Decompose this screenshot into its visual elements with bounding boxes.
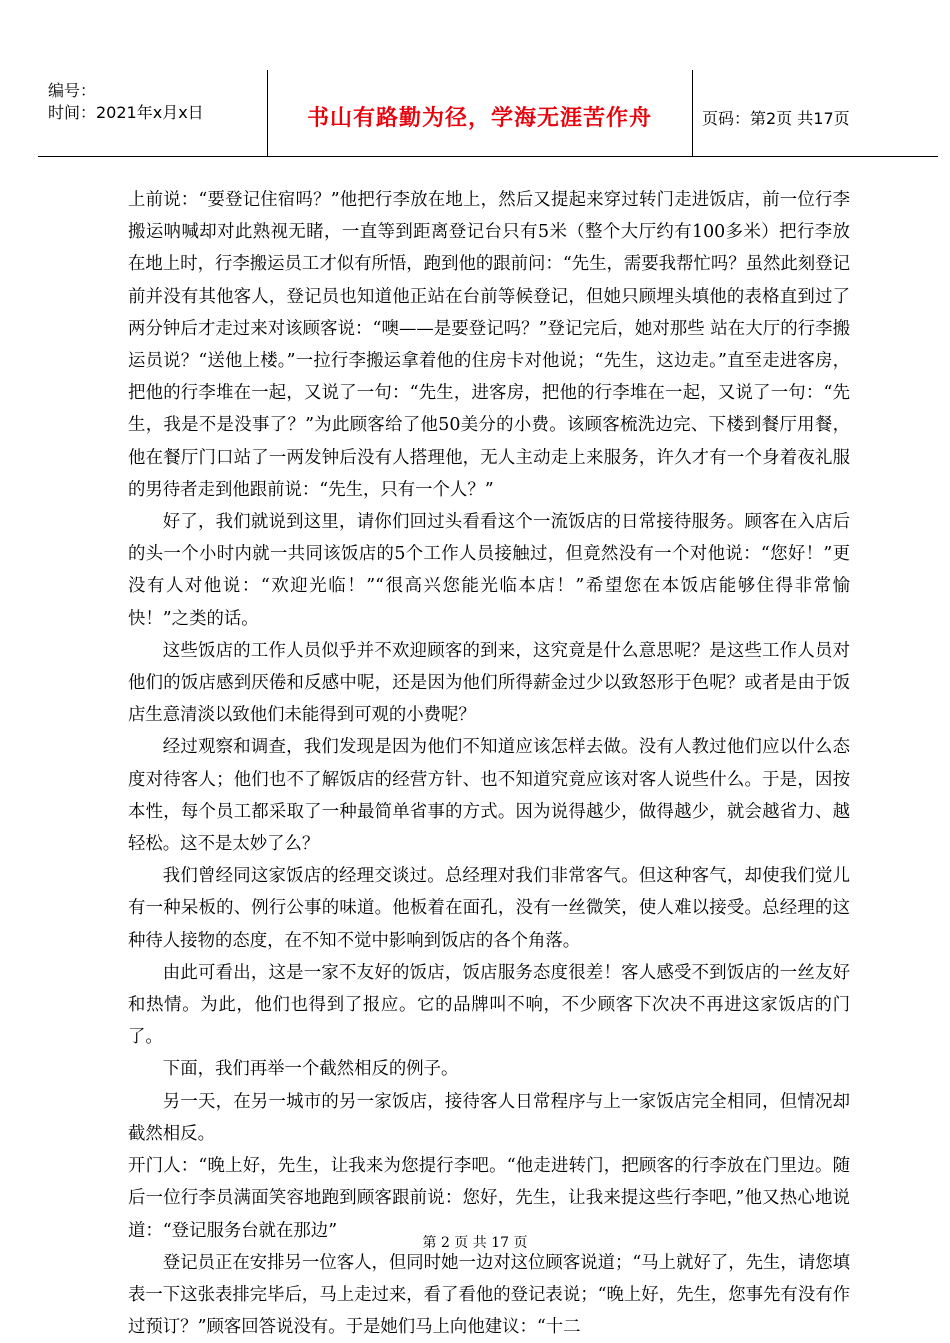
body-paragraph: 另一天，在另一城市的另一家饭店，接待客人日常程序与上一家饭店完全相同，但情况却截然相反。	[128, 1091, 850, 1144]
page-footer: 第 2 页 共 17 页	[422, 1235, 528, 1251]
body-paragraph: 这些饭店的工作人员似乎并不欢迎顾客的到来，这究竟是什么意思呢？是这些工作人员对他们的饭店感到厌倦和反感中呢，还是因为他们所得薪金过少以致怒形于色呢？或者是由于饭店生意清淡以致他们未能得到可观的小费呢？	[128, 640, 850, 726]
body-paragraph: 登记员正在安排另一位客人，但同时她一边对这位顾客说道；“马上就好了，先生，请您填表一下这张表排完毕后，马上走过来，看了看他的登记表说；“晚上好，先生，您事先有没有作过预订？”顾客回答说没有。于是她们马上向他建议：“十二	[128, 1252, 850, 1338]
document-number-label: 编号：	[48, 81, 97, 100]
header-motto: 书山有路勤为径，学海无涯苦作舟	[306, 106, 652, 131]
body-paragraph: 下面，我们再举一个截然相反的例子。	[162, 1059, 459, 1080]
page-header	[38, 70, 938, 157]
body-paragraph: 上前说：“要登记住宿吗？”他把行李放在地上，然后又提起来穿过转门走进饭店，前一位行李搬运呐喊却对此熟视无睹，一直等到距离登记台只有5米（整个大厅约有100多米）把行李放在地上时，行李搬运员工才似有所悟，跑到他的跟前问：“先生，需要我帮忙吗？虽然此刻登记前并没有其他客人，登记员也知道他正站在台前等候登记，但她只顾埋头填他的表格直到过了两分钟后才走过来对该顾客说：“噢——是要登记吗？”登记完后，她对那些 站在大厅的行李搬运员说？“送他上楼。”一拉行李搬运拿着他的住房卡对他说；“先生，这边走。”直至走进客房，把他的行李堆在一起，又说了一句：“先生，进客房，把他的行李堆在一起，又说了一句：“先生，我是不是没事了？”为此顾客给了他50美分的小费。该顾客梳洗边完、下楼到餐厅用餐，他在餐厅门口站了一两发钟后没有人搭理他，无人主动走上来服务，许久才有一个身着夜礼服的男待者走到他跟前说：“先生，只有一个人？”	[128, 190, 850, 500]
document-date-label: 时间：2021年x月x日	[48, 103, 204, 122]
document-body	[128, 184, 850, 1343]
body-paragraph: 由此可看出，这是一家不友好的饭店，饭店服务态度很差！客人感受不到饭店的一丝友好和热情。为此，他们也得到了报应。它的品牌叫不响，不少顾客下次决不再进这家饭店的门了。	[128, 962, 850, 1048]
header-divider-right	[692, 70, 693, 156]
body-paragraph: 经过观察和调查，我们发现是因为他们不知道应该怎样去做。没有人教过他们应以什么态度对待客人；他们也不了解饭店的经营方针、也不知道究竟应该对客人说些什么。于是，因按本性，每个员工都采取了一种最简单省事的方式。因为说得越少，做得越少，就会越省力、越轻松。这不是太妙了么？	[128, 737, 850, 855]
header-page-info: 页码：第2页 共17页	[702, 109, 850, 128]
body-paragraph: 好了，我们就说到这里，请你们回过头看看这个一流饭店的日常接待服务。顾客在入店后的头一个小时内就一共同该饭店的5个工作人员接触过，但竟然没有一个对他说：“您好！”更没有人对他说：“欢迎光临！”“很高兴您能光临本店！”希望您在本饭店能够住得非常愉快！”之类的话。	[128, 512, 850, 629]
body-paragraph: 我们曾经同这家饭店的经理交谈过。总经理对我们非常客气。但这种客气，却使我们觉儿有一种呆板的、例行公事的味道。他板着在面孔，没有一丝微笑，使人难以接受。总经理的这种待人接物的态度，在不知不觉中影响到饭店的各个角落。	[128, 866, 850, 951]
body-paragraph: 开门人：“晚上好，先生，让我来为您提行李吧。“他走进转门，把顾客的行李放在门里边。随后一位行李员满面笑容地跑到顾客跟前说：您好，先生，让我来提这些行李吧，”他又热心地说道：“登记服务台就在那边”	[128, 1156, 850, 1241]
header-meta	[48, 80, 204, 124]
